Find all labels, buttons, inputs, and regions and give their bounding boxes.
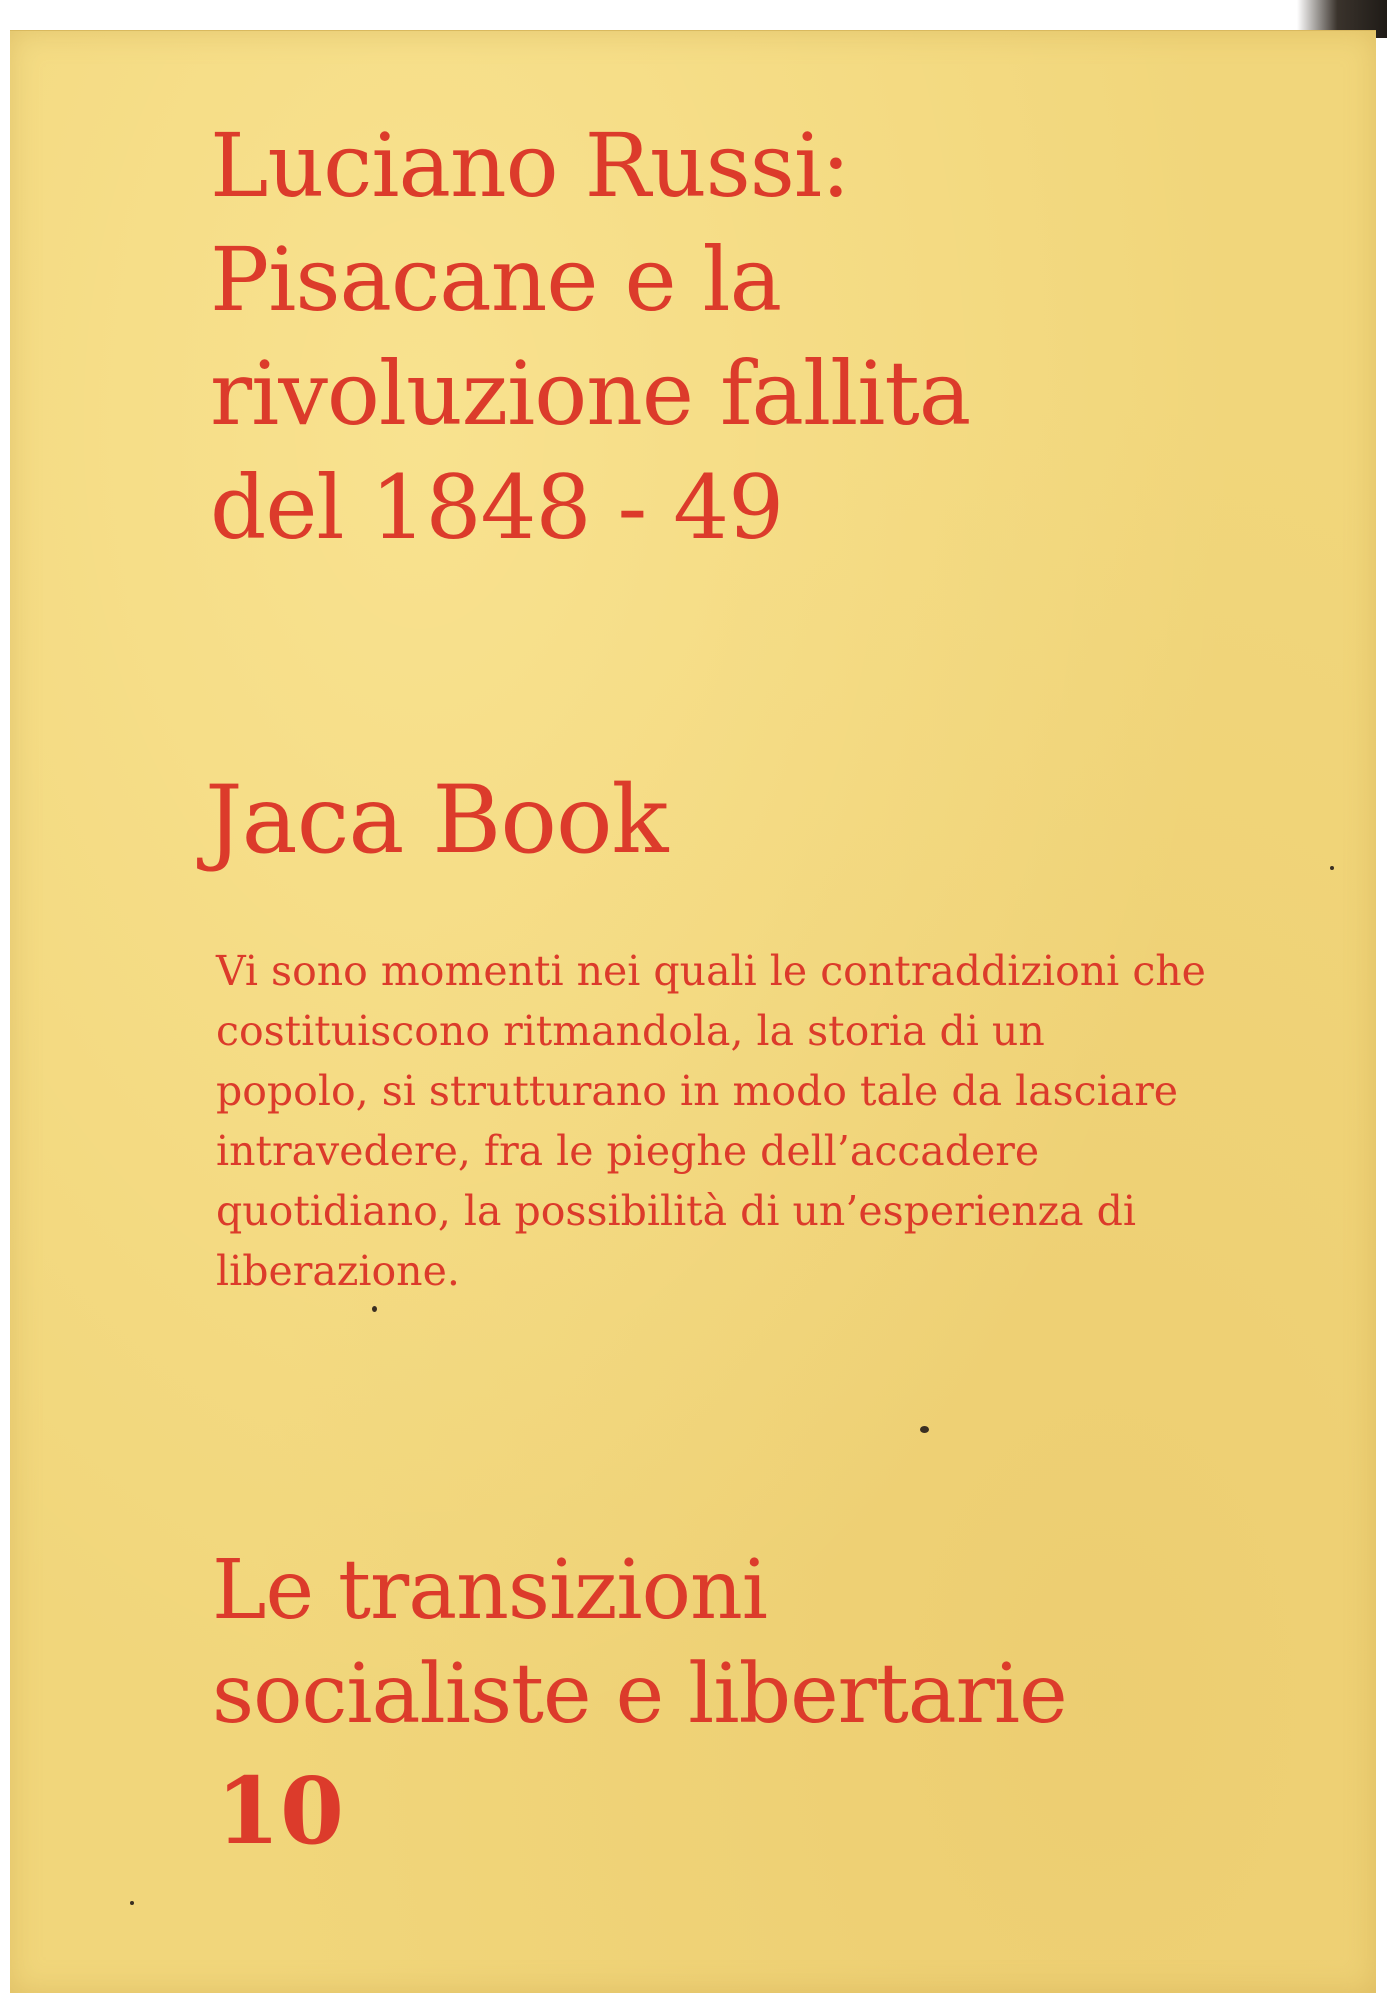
blurb-text [216,941,1346,1301]
series-line-1: Le transizioni [212,1543,768,1638]
paper-speck [372,1306,377,1312]
blurb-line: intravedere, fra le pieghe dell’accadere [216,1127,1040,1175]
title-line-1: Pisacane e la [210,228,782,331]
blurb-line: Vi sono momenti nei quali le contraddizioni che [216,947,1206,995]
blurb-line: liberazione. [216,1247,460,1295]
publisher-name: Jaca Book [205,766,668,875]
title-line-2: rivoluzione fallita [210,342,971,445]
series-title [212,1539,1352,1747]
author-line: Luciano Russi: [210,114,850,217]
blurb-line: costituiscono ritmandola, la storia di un [216,1007,1045,1055]
blurb-line: popolo, si strutturano in modo tale da lasciare [216,1067,1179,1115]
paper-speck [130,1901,134,1905]
blurb-line: quotidiano, la possibilità di un’esperienza di [216,1187,1136,1235]
paper-speck [920,1426,929,1433]
paper-speck [1330,866,1334,870]
title-line-3: del 1848 - 49 [210,456,784,559]
series-line-2: socialiste e libertarie [212,1647,1067,1742]
book-cover [10,30,1376,1993]
title-block [210,109,1330,565]
series-number: 10 [216,1757,345,1865]
